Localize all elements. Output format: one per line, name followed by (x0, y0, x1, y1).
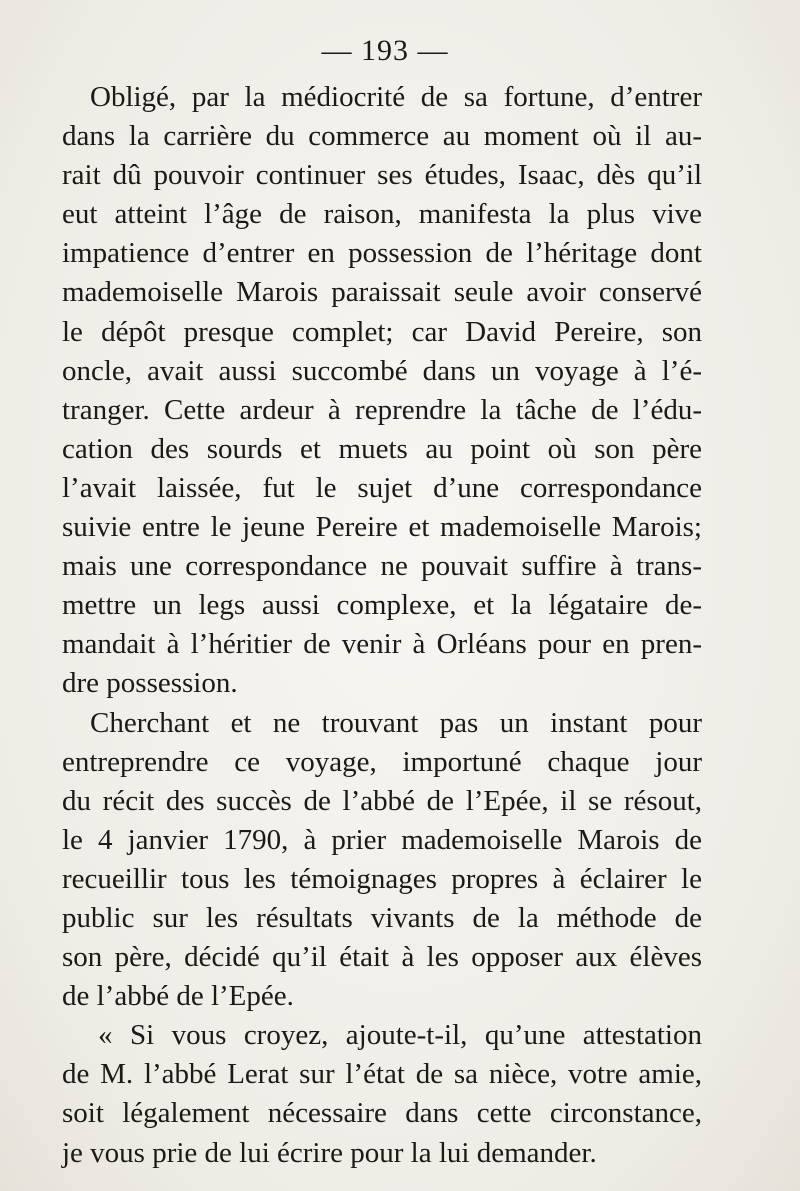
text-line: impatience d’entrer en possession de l’héritage dont (62, 237, 702, 270)
text-line: « Si vous croyez, ajoute-t-il, qu’une attestation (98, 1019, 702, 1052)
text-line: dans la carrière du commerce au moment où il au- (62, 120, 702, 153)
text-line: entreprendre ce voyage, importuné chaque jour (62, 745, 702, 778)
text-line: dre possession. (62, 667, 238, 700)
text-line: de l’abbé de l’Epée. (62, 980, 294, 1013)
text-line: mettre un legs aussi complexe, et la légataire de- (62, 589, 702, 622)
text-line: Cherchant et ne trouvant pas un instant pour (90, 706, 702, 739)
text-line: mandait à l’héritier de venir à Orléans pour en pren- (62, 628, 702, 661)
text-line: public sur les résultats vivants de la méthode de (62, 901, 702, 934)
text-line: eut atteint l’âge de raison, manifesta la plus vive (62, 198, 702, 231)
text-line: l’avait laissée, fut le sujet d’une correspondance (62, 471, 702, 504)
text-line: oncle, avait aussi succombé dans un voyage à l’é- (62, 354, 702, 387)
text-line: du récit des succès de l’abbé de l’Epée, il se résout, (62, 784, 702, 817)
text-line: recueillir tous les témoignages propres à éclairer le (62, 862, 702, 895)
text-line: je vous prie de lui écrire pour la lui demander. (62, 1136, 597, 1169)
text-line: cation des sourds et muets au point où son père (62, 432, 702, 465)
paragraph-2 (62, 704, 702, 1017)
text-line: mademoiselle Marois paraissait seule avoir conservé (62, 276, 702, 309)
text-line: le dépôt presque complet; car David Pereire, son (62, 315, 702, 348)
text-line: son père, décidé qu’il était à les opposer aux élèves (62, 941, 702, 974)
text-line: mais une correspondance ne pouvait suffire à trans- (62, 550, 702, 583)
text-line: tranger. Cette ardeur à reprendre la tâche de l’édu- (62, 393, 702, 426)
text-line: soit légalement nécessaire dans cette circonstance, (62, 1097, 702, 1130)
paragraph-1 (62, 78, 702, 704)
text-line: rait dû pouvoir continuer ses études, Isaac, dès qu’il (62, 159, 702, 192)
text-line: le 4 janvier 1790, à prier mademoiselle Marois de (62, 823, 702, 856)
text-line: suivie entre le jeune Pereire et mademoiselle Marois; (62, 511, 702, 544)
page-number: — 193 — (321, 34, 449, 67)
paragraph-3 (62, 1016, 702, 1172)
text-line: de M. l’abbé Lerat sur l’état de sa nièce, votre amie, (62, 1058, 702, 1091)
page-body (62, 78, 702, 1173)
text-line: Obligé, par la médiocrité de sa fortune, d’entrer (90, 81, 702, 113)
